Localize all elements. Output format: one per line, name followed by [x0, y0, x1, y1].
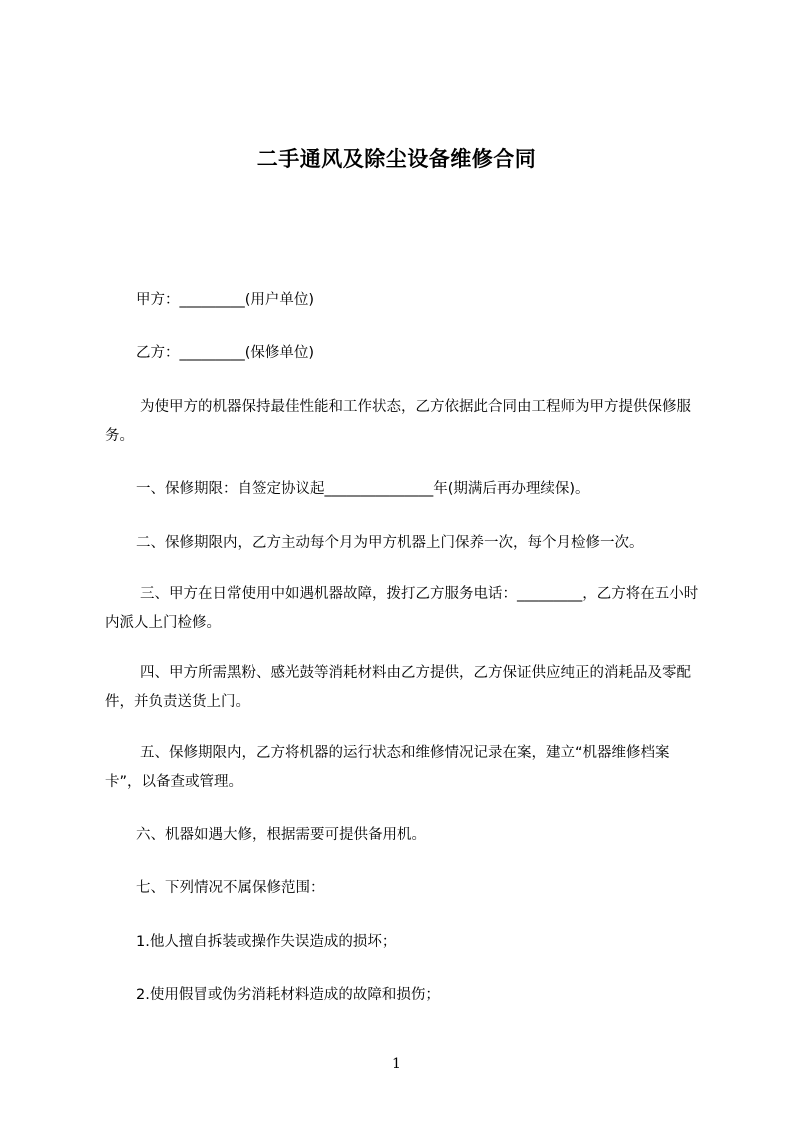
clause-5: 五、保修期限内，乙方将机器的运行状态和维修情况记录在案，建立“机器维修档案卡”，以备查或管理。 [105, 745, 670, 790]
clause-7: 七、下列情况不属保修范围： [136, 880, 325, 896]
party-a-line: 甲方：_________(用户单位) [136, 292, 315, 308]
intro-paragraph: 为使甲方的机器保持最佳性能和工作状态，乙方依据此合同由工程师为甲方提供保修服务。 [105, 399, 691, 444]
clause-3: 三、甲方在日常使用中如遇机器故障，拨打乙方服务电话：_________，乙方将在五小时内派人上门检修。 [105, 586, 699, 631]
clause-4: 四、甲方所需黑粉、感光鼓等消耗材料由乙方提供，乙方保证供应纯正的消耗品及零配件，并负责送货上门。 [105, 665, 691, 710]
clause-1: 一、保修期限：自签定协议起_______________年(期满后再办理续保)。 [136, 481, 590, 497]
clause-2: 二、保修期限内，乙方主动每个月为甲方机器上门保养一次，每个月检修一次。 [136, 535, 644, 551]
clause-6: 六、机器如遇大修，根据需要可提供备用机。 [136, 827, 426, 843]
page-number: 1 [392, 1056, 401, 1072]
exclusion-item-1: 1.他人擅自拆装或操作失误造成的损坏； [136, 934, 397, 950]
party-b-line: 乙方：_________(保修单位) [136, 345, 315, 361]
document-title: 二手通风及除尘设备维修合同 [256, 147, 537, 171]
exclusion-item-2: 2.使用假冒或伪劣消耗材料造成的故障和损伤； [136, 987, 440, 1003]
